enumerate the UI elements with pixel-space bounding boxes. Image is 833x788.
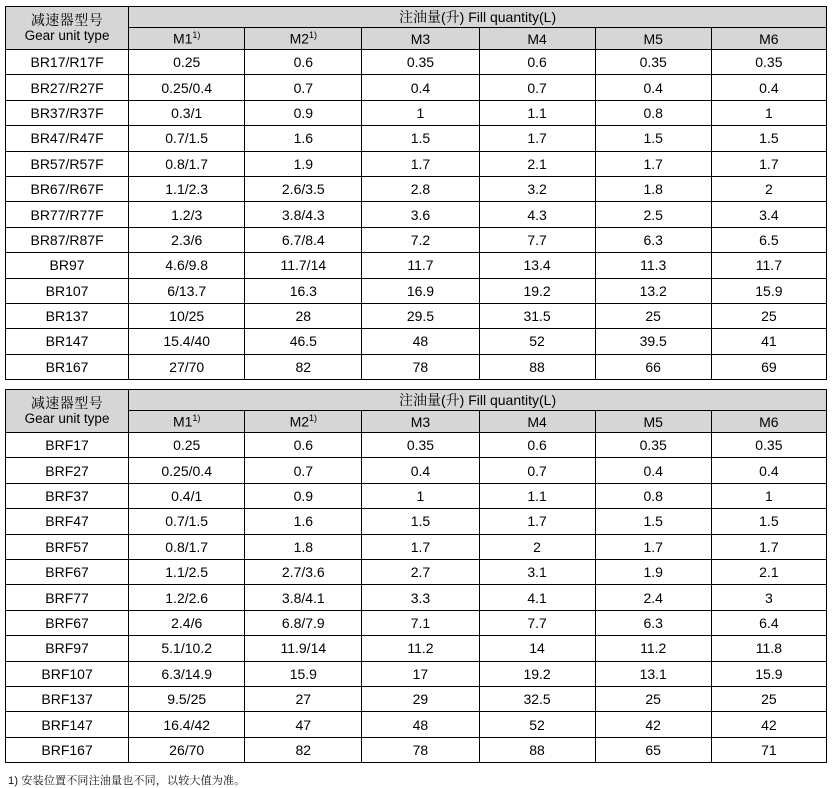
cell-m5: 66 [595, 354, 711, 379]
cell-m4: 4.3 [479, 202, 595, 227]
cell-m1: 0.25 [129, 50, 245, 75]
table-row [6, 636, 827, 661]
row-gear-unit-type: BR167 [6, 354, 129, 379]
cell-m6: 1.5 [711, 126, 826, 151]
cell-m2: 0.9 [245, 100, 362, 125]
row-gear-unit-type: BRF147 [6, 712, 129, 737]
row-gear-unit-type: BR37/R37F [6, 100, 129, 125]
cell-m4: 31.5 [479, 303, 595, 328]
cell-m2: 11.7/14 [245, 253, 362, 278]
cell-m3: 29 [362, 686, 479, 711]
cell-m3: 48 [362, 329, 479, 354]
cell-m3: 0.4 [362, 75, 479, 100]
table-row [6, 151, 827, 176]
cell-m2: 0.6 [245, 433, 362, 458]
cell-m1: 6/13.7 [129, 278, 245, 303]
cell-m4: 4.1 [479, 585, 595, 610]
row-gear-unit-type: BR107 [6, 278, 129, 303]
row-gear-unit-type: BR97 [6, 253, 129, 278]
header-column-m5: M5 [595, 411, 711, 433]
header-column-m3: M3 [362, 28, 479, 50]
cell-m5: 13.2 [595, 278, 711, 303]
cell-m4: 3.1 [479, 560, 595, 585]
cell-m2: 28 [245, 303, 362, 328]
cell-m3: 1.7 [362, 534, 479, 559]
cell-m5: 0.8 [595, 483, 711, 508]
cell-m6: 6.4 [711, 610, 826, 635]
row-gear-unit-type: BRF67 [6, 560, 129, 585]
cell-m3: 16.9 [362, 278, 479, 303]
cell-m5: 0.35 [595, 433, 711, 458]
header-gear-unit-type-en: Gear unit type [24, 28, 110, 44]
row-gear-unit-type: BRF167 [6, 737, 129, 762]
row-gear-unit-type: BRF37 [6, 483, 129, 508]
cell-m5: 25 [595, 686, 711, 711]
cell-m4: 32.5 [479, 686, 595, 711]
cell-m4: 19.2 [479, 661, 595, 686]
cell-m3: 0.35 [362, 50, 479, 75]
cell-m5: 1.5 [595, 126, 711, 151]
cell-m5: 42 [595, 712, 711, 737]
cell-m4: 88 [479, 737, 595, 762]
cell-m1: 0.25/0.4 [129, 458, 245, 483]
cell-m1: 16.4/42 [129, 712, 245, 737]
cell-m1: 0.7/1.5 [129, 509, 245, 534]
cell-m3: 29.5 [362, 303, 479, 328]
row-gear-unit-type: BR147 [6, 329, 129, 354]
header-column-m4: M4 [479, 28, 595, 50]
cell-m1: 5.1/10.2 [129, 636, 245, 661]
header-column-m6: M6 [711, 411, 826, 433]
table-row [6, 202, 827, 227]
row-gear-unit-type: BR67/R67F [6, 176, 129, 201]
cell-m6: 0.4 [711, 75, 826, 100]
header-column-m6: M6 [711, 28, 826, 50]
cell-m6: 71 [711, 737, 826, 762]
cell-m4: 1.1 [479, 483, 595, 508]
cell-m1: 0.25 [129, 433, 245, 458]
table-header-row-top [6, 7, 827, 28]
cell-m1: 1.2/3 [129, 202, 245, 227]
cell-m6: 6.5 [711, 227, 826, 252]
cell-m1: 26/70 [129, 737, 245, 762]
table-row [6, 737, 827, 762]
table-row [6, 176, 827, 201]
row-gear-unit-type: BRF67 [6, 610, 129, 635]
table-row [6, 100, 827, 125]
cell-m1: 2.4/6 [129, 610, 245, 635]
cell-m3: 1.5 [362, 509, 479, 534]
row-gear-unit-type: BRF107 [6, 661, 129, 686]
table-row [6, 433, 827, 458]
cell-m4: 52 [479, 712, 595, 737]
cell-m2: 3.8/4.1 [245, 585, 362, 610]
cell-m3: 11.7 [362, 253, 479, 278]
cell-m4: 52 [479, 329, 595, 354]
cell-m1: 10/25 [129, 303, 245, 328]
cell-m5: 0.4 [595, 75, 711, 100]
cell-m2: 1.6 [245, 509, 362, 534]
row-gear-unit-type: BR47/R47F [6, 126, 129, 151]
cell-m2: 82 [245, 354, 362, 379]
cell-m5: 39.5 [595, 329, 711, 354]
cell-m6: 1 [711, 100, 826, 125]
cell-m2: 2.6/3.5 [245, 176, 362, 201]
cell-m6: 41 [711, 329, 826, 354]
cell-m5: 0.35 [595, 50, 711, 75]
cell-m5: 13.1 [595, 661, 711, 686]
header-fill-quantity-group: 注油量(升) Fill quantity(L) [129, 390, 827, 411]
cell-m2: 1.9 [245, 151, 362, 176]
cell-m6: 69 [711, 354, 826, 379]
cell-m6: 42 [711, 712, 826, 737]
cell-m5: 65 [595, 737, 711, 762]
header-column-m3: M3 [362, 411, 479, 433]
cell-m2: 15.9 [245, 661, 362, 686]
cell-m5: 1.5 [595, 509, 711, 534]
row-gear-unit-type: BR77/R77F [6, 202, 129, 227]
cell-m1: 4.6/9.8 [129, 253, 245, 278]
cell-m1: 6.3/14.9 [129, 661, 245, 686]
header-column-m5: M5 [595, 28, 711, 50]
header-fill-quantity-group: 注油量(升) Fill quantity(L) [129, 7, 827, 28]
row-gear-unit-type: BRF97 [6, 636, 129, 661]
cell-m6: 0.35 [711, 433, 826, 458]
cell-m2: 2.7/3.6 [245, 560, 362, 585]
header-gear-unit-type-cn: 减速器型号 [30, 395, 104, 412]
cell-m1: 0.25/0.4 [129, 75, 245, 100]
cell-m3: 3.6 [362, 202, 479, 227]
header-gear-unit-type-cn: 减速器型号 [30, 12, 104, 29]
table-row [6, 534, 827, 559]
row-gear-unit-type: BR57/R57F [6, 151, 129, 176]
table-row [6, 50, 827, 75]
cell-m5: 2.5 [595, 202, 711, 227]
cell-m4: 0.7 [479, 458, 595, 483]
cell-m3: 0.4 [362, 458, 479, 483]
cell-m2: 3.8/4.3 [245, 202, 362, 227]
cell-m4: 0.6 [479, 433, 595, 458]
cell-m3: 17 [362, 661, 479, 686]
footnote-marker-m1: 1) [192, 413, 201, 424]
cell-m4: 2.1 [479, 151, 595, 176]
row-gear-unit-type: BRF27 [6, 458, 129, 483]
cell-m2: 1.8 [245, 534, 362, 559]
header-column-m1: M1$^{1)}$ [129, 411, 245, 433]
cell-m2: 0.6 [245, 50, 362, 75]
cell-m6: 3.4 [711, 202, 826, 227]
footnote-marker-m1: 1) [192, 30, 201, 41]
cell-m2: 0.7 [245, 458, 362, 483]
cell-m2: 11.9/14 [245, 636, 362, 661]
cell-m6: 2 [711, 176, 826, 201]
row-gear-unit-type: BRF47 [6, 509, 129, 534]
table-row [6, 661, 827, 686]
cell-m6: 1.7 [711, 151, 826, 176]
cell-m3: 7.2 [362, 227, 479, 252]
gear-unit-fill-quantity-table-br [5, 6, 827, 380]
cell-m4: 14 [479, 636, 595, 661]
table-row [6, 253, 827, 278]
cell-m2: 47 [245, 712, 362, 737]
cell-m2: 6.7/8.4 [245, 227, 362, 252]
header-column-m1: M1$^{1)}$ [129, 28, 245, 50]
table-row [6, 278, 827, 303]
footnote-marker-m2: 1) [309, 30, 318, 41]
cell-m3: 48 [362, 712, 479, 737]
cell-m6: 15.9 [711, 278, 826, 303]
cell-m3: 1.5 [362, 126, 479, 151]
cell-m1: 0.3/1 [129, 100, 245, 125]
table-row [6, 712, 827, 737]
cell-m2: 0.9 [245, 483, 362, 508]
row-gear-unit-type: BR137 [6, 303, 129, 328]
cell-m5: 6.3 [595, 227, 711, 252]
cell-m6: 2.1 [711, 560, 826, 585]
cell-m1: 2.3/6 [129, 227, 245, 252]
cell-m4: 3.2 [479, 176, 595, 201]
cell-m1: 9.5/25 [129, 686, 245, 711]
table-row [6, 610, 827, 635]
table-row [6, 560, 827, 585]
cell-m6: 0.4 [711, 458, 826, 483]
table-header-row-sub [6, 411, 827, 433]
cell-m6: 0.35 [711, 50, 826, 75]
cell-m3: 11.2 [362, 636, 479, 661]
cell-m2: 1.6 [245, 126, 362, 151]
table-row [6, 458, 827, 483]
header-column-m2: M2$^{1)}$ [245, 411, 362, 433]
table-header-row-sub [6, 28, 827, 50]
table-row [6, 354, 827, 379]
table-row [6, 509, 827, 534]
cell-m5: 6.3 [595, 610, 711, 635]
cell-m1: 1.1/2.5 [129, 560, 245, 585]
cell-m5: 1.9 [595, 560, 711, 585]
cell-m4: 0.7 [479, 75, 595, 100]
cell-m4: 7.7 [479, 227, 595, 252]
cell-m5: 1.8 [595, 176, 711, 201]
cell-m5: 11.3 [595, 253, 711, 278]
cell-m4: 7.7 [479, 610, 595, 635]
cell-m2: 27 [245, 686, 362, 711]
cell-m3: 0.35 [362, 433, 479, 458]
cell-m1: 0.8/1.7 [129, 534, 245, 559]
cell-m5: 11.2 [595, 636, 711, 661]
cell-m1: 27/70 [129, 354, 245, 379]
cell-m3: 7.1 [362, 610, 479, 635]
cell-m1: 0.7/1.5 [129, 126, 245, 151]
cell-m4: 88 [479, 354, 595, 379]
header-column-m2: M2$^{1)}$ [245, 28, 362, 50]
table-row [6, 75, 827, 100]
row-gear-unit-type: BR87/R87F [6, 227, 129, 252]
header-gear-unit-type [6, 7, 129, 50]
cell-m5: 2.4 [595, 585, 711, 610]
header-gear-unit-type-en: Gear unit type [24, 411, 110, 427]
cell-m5: 0.4 [595, 458, 711, 483]
cell-m3: 2.8 [362, 176, 479, 201]
cell-m3: 1 [362, 100, 479, 125]
cell-m2: 0.7 [245, 75, 362, 100]
cell-m4: 1.7 [479, 126, 595, 151]
row-gear-unit-type: BR17/R17F [6, 50, 129, 75]
cell-m3: 2.7 [362, 560, 479, 585]
table-row [6, 483, 827, 508]
table-header-row-top [6, 390, 827, 411]
cell-m4: 1.7 [479, 509, 595, 534]
header-column-m4: M4 [479, 411, 595, 433]
cell-m6: 3 [711, 585, 826, 610]
cell-m5: 1.7 [595, 534, 711, 559]
gear-unit-fill-quantity-table-brf [5, 389, 827, 763]
cell-m4: 1.1 [479, 100, 595, 125]
table-row [6, 303, 827, 328]
row-gear-unit-type: BRF57 [6, 534, 129, 559]
table-row [6, 126, 827, 151]
row-gear-unit-type: BR27/R27F [6, 75, 129, 100]
table-row [6, 329, 827, 354]
row-gear-unit-type: BRF77 [6, 585, 129, 610]
cell-m3: 1 [362, 483, 479, 508]
cell-m1: 0.4/1 [129, 483, 245, 508]
cell-m5: 25 [595, 303, 711, 328]
cell-m4: 13.4 [479, 253, 595, 278]
cell-m1: 1.1/2.3 [129, 176, 245, 201]
cell-m3: 1.7 [362, 151, 479, 176]
cell-m2: 82 [245, 737, 362, 762]
cell-m3: 78 [362, 737, 479, 762]
row-gear-unit-type: BRF137 [6, 686, 129, 711]
cell-m3: 78 [362, 354, 479, 379]
cell-m6: 15.9 [711, 661, 826, 686]
cell-m1: 1.2/2.6 [129, 585, 245, 610]
cell-m4: 19.2 [479, 278, 595, 303]
cell-m4: 2 [479, 534, 595, 559]
cell-m5: 1.7 [595, 151, 711, 176]
header-gear-unit-type [6, 390, 129, 433]
footnote-marker-m2: 1) [309, 413, 318, 424]
cell-m1: 15.4/40 [129, 329, 245, 354]
cell-m2: 6.8/7.9 [245, 610, 362, 635]
table-row [6, 227, 827, 252]
row-gear-unit-type: BRF17 [6, 433, 129, 458]
table-row [6, 686, 827, 711]
cell-m4: 0.6 [479, 50, 595, 75]
cell-m6: 11.8 [711, 636, 826, 661]
table-footnote: 1) 安装位置不同注油量也不同，以较大值为准。 [8, 775, 246, 788]
cell-m6: 11.7 [711, 253, 826, 278]
cell-m6: 25 [711, 686, 826, 711]
cell-m3: 3.3 [362, 585, 479, 610]
cell-m6: 1.7 [711, 534, 826, 559]
cell-m5: 0.8 [595, 100, 711, 125]
cell-m2: 16.3 [245, 278, 362, 303]
cell-m2: 46.5 [245, 329, 362, 354]
cell-m6: 1.5 [711, 509, 826, 534]
cell-m6: 1 [711, 483, 826, 508]
cell-m1: 0.8/1.7 [129, 151, 245, 176]
table-row [6, 585, 827, 610]
cell-m6: 25 [711, 303, 826, 328]
